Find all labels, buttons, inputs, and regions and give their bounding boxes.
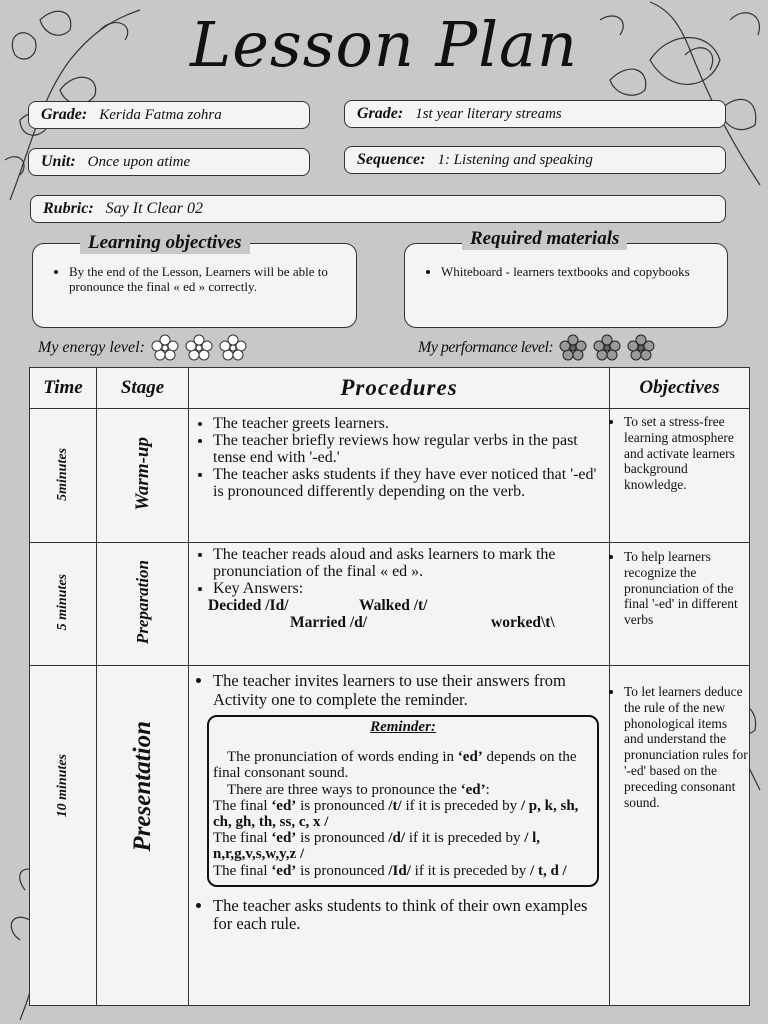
table-row-preparation <box>30 543 750 666</box>
procedures-cell <box>189 666 610 1006</box>
key-answer: worked\t\ <box>491 614 555 631</box>
stage-cell <box>97 543 189 666</box>
reminder-rule-t: The final ‘ed’ is pronounced /t/ if it is preceded by / p, k, sh, ch, gh, th, ss, c, x / <box>213 797 579 831</box>
sequence-label: Sequence: <box>357 151 426 168</box>
key-answer: Married /d/ <box>290 614 368 631</box>
grade-field-teacher <box>28 101 310 129</box>
flower-icon[interactable] <box>151 334 179 362</box>
stage-cell <box>97 666 189 1006</box>
lesson-table <box>29 367 750 1006</box>
flower-icon[interactable] <box>185 334 213 362</box>
stage-value: Warm-up <box>131 437 153 511</box>
required-materials-box <box>404 243 728 328</box>
reminder-three-ways: There are three ways to pronounce the ‘ed’: <box>227 781 490 798</box>
time-cell <box>30 543 97 666</box>
sequence-value: 1: Listening and speaking <box>437 151 593 168</box>
time-header: Time <box>30 368 97 409</box>
page-title: Lesson Plan <box>190 8 578 81</box>
unit-value: Once upon atime <box>87 153 191 170</box>
required-materials-heading: Required materials <box>462 228 627 250</box>
learning-objective-item: • By the end of the Lesson, Learners will be able to pronounce the final « ed » correctly. <box>69 264 356 294</box>
class-level: 1st year literary streams <box>415 105 562 122</box>
flower-icon[interactable] <box>593 334 621 362</box>
time-value: 10 minutes <box>55 754 70 818</box>
stage-value: Presentation <box>128 720 156 852</box>
reminder-rule-d: The final ‘ed’ is pronounced /d/ if it is preceded by / l, n,r,g,v,s,w,y,z / <box>213 830 541 863</box>
time-cell <box>30 409 97 543</box>
key-answers <box>189 597 609 633</box>
reminder-rule-id: The final ‘ed’ is pronounced /Id/ if it is preceded by / t, d / <box>213 862 567 879</box>
performance-level-label: My performance level: <box>418 339 554 356</box>
grade-field-class <box>344 100 726 128</box>
procedure-item: • The teacher invites learners to use their answers from Activity one to complete the reminder. <box>213 672 609 709</box>
energy-level-label: My energy level: <box>38 339 145 356</box>
procedure-item: • The teacher asks students to think of their own examples for each rule. <box>213 897 609 934</box>
table-row-presentation <box>30 666 750 1006</box>
stage-value: Preparation <box>132 560 152 645</box>
rubric-field <box>30 195 726 223</box>
procedure-item: • The teacher asks students if they have ever noticed that '-ed' is pronounced differently depending on the verb. <box>213 466 609 500</box>
objective-item: • To help learners recognize the pronunciation of the final '-ed' in different verbs <box>624 549 749 628</box>
reminder-intro: The pronunciation of words ending in ‘ed’ depends on the final consonant sound. <box>213 749 577 782</box>
reminder-title: Reminder: <box>370 719 436 735</box>
stage-cell <box>97 409 189 543</box>
stage-header: Stage <box>97 368 189 409</box>
time-cell <box>30 666 97 1006</box>
sequence-field <box>344 146 726 174</box>
table-header-row <box>30 368 750 409</box>
time-value: 5minutes <box>55 447 70 501</box>
flower-icon[interactable] <box>219 334 247 362</box>
flower-icon[interactable] <box>559 334 587 362</box>
grade-label: Grade: <box>357 105 404 122</box>
unit-label: Unit: <box>41 153 76 170</box>
required-materials-item: • Whiteboard - learners textbooks and copybooks <box>441 264 727 279</box>
grade-label: Grade: <box>41 106 88 123</box>
flower-icon[interactable] <box>627 334 655 362</box>
time-value: 5 minutes <box>55 574 70 631</box>
reminder-box <box>207 715 599 887</box>
objective-item: • To let learners deduce the rule of the new phonological items and understand the pronunciation rules for '-ed' based on the preceding consonant sound. <box>624 684 749 810</box>
performance-level <box>418 334 655 362</box>
procedures-cell <box>189 409 610 543</box>
learning-objectives-heading: Learning objectives <box>80 232 250 254</box>
objective-cell <box>610 409 750 543</box>
learning-objectives-box <box>32 243 357 328</box>
energy-level <box>38 334 247 362</box>
table-row-warm-up <box>30 409 750 543</box>
unit-field <box>28 148 310 176</box>
procedures-header: Procedures <box>189 368 610 409</box>
objective-cell <box>610 543 750 666</box>
procedure-item: • The teacher greets learners. <box>213 415 609 432</box>
objective-cell <box>610 666 750 1006</box>
rubric-value: Say It Clear 02 <box>105 200 203 217</box>
rubric-label: Rubric: <box>43 200 94 217</box>
procedure-item: • The teacher reads aloud and asks learners to mark the pronunciation of the final « ed ». <box>213 546 609 580</box>
key-answer: Walked /t/ <box>359 597 428 614</box>
procedure-item: • The teacher briefly reviews how regular verbs in the past tense end with '-ed.' <box>213 432 609 466</box>
procedure-item: • Key Answers: <box>213 580 609 597</box>
key-answer: Decided /Id/ <box>208 597 289 614</box>
objectives-header: Objectives <box>610 368 750 409</box>
procedures-cell <box>189 543 610 666</box>
teacher-name: Kerida Fatma zohra <box>99 106 222 123</box>
objective-item: • To set a stress-free learning atmosphere and activate learners background knowledge. <box>624 414 749 493</box>
